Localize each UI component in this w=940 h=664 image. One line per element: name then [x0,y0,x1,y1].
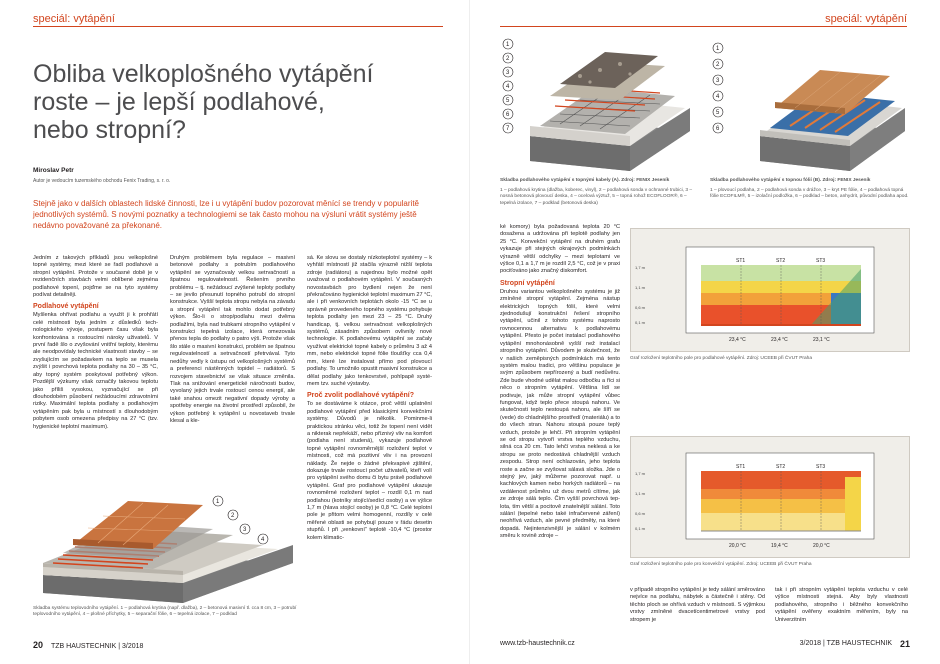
article-title [33,60,413,144]
temperature-value: 23,4 °C [771,337,788,343]
heating-cable-illustration [500,36,695,174]
chart2-caption: Graf rozložení teplotního pole pro konvekční vytápění. Zdroj: UCEEB při ČVUT Praha [630,562,812,567]
svg-text:4: 4 [506,84,510,90]
right-column-2 [630,587,765,624]
temperature-value: 20,0 °C [729,543,746,549]
svg-text:4: 4 [716,94,720,100]
chart1-caption: Graf rozložení teplotního pole pro podlahové vytápění. Zdroj: UCEEB při ČVUT Praha [630,356,813,361]
sensor-label: ST3 [816,464,826,470]
right-column-1 [500,224,620,541]
hydronic-floor-illustration [33,483,298,605]
body-paragraph: Myšlenka ohřívat podlahu a využít ji k prohřátí celé místnosti byla jedním z důsledků technologického vývoje, postupem času však byla konfrontována s rostoucími nároky uživatelů. V první řadě šlo o zvyšování vnitřní teploty, kterému ale neodpovídaly technické vlastnosti stavby – se zvyšujícím se požadavkem na teplo se musela zvýšit i povrchová teplota podlahy na 30 – 35 °C, aby topný systém poskytoval potřebný výkon. Pozdější výzkumy však označily takovou teplotu jako příliš vysokou, vyznačující se při dlouhodobém působení nežádoucími zdravotními riziky. Maximální teplota podlahy s podlahovým vytápěním pak byla u místností s dlouhodobým pobytem osob omezena předpisy na 27 °C (tzv. hygienické teplotní maximum). [33,312,158,430]
right-page [470,0,940,664]
footer-publication: 3/2018 | TZB HAUSTECHNIK [799,640,892,647]
body-paragraph: sá. Ke slovu se dostaly nízkoteplotní systémy – k vyhřátí místností již stačila výrazně nižší teplota zdroje (radiátoru) a najednou bylo možné opět uvažovat o podlahovém vytápění. V současných novostavbách pro bydlení nejen že není překračováno hygienické teplotní maximum 27 °C, ale i při venkovních teplotách okolo -15 °C se u správně provedeného topného systému pohybuje teplota podlahy jen mezi 23 – 25 °C. Druhý handicap, tj. velkou setrvačnost velkoplošných systémů, zásadním způsobem ovlivnily nové technologie. K podlahovému vytápění se začaly využívat elektrické topné kabely o průměru 3 až 4 mm, nebo elektrické topné fólie tloušťky cca 0,4 mm, které lze instalovat přímo pod plovoucí podlahy. To umožnilo opustit masivní konstrukce a dělat podlahy jako tenkovrstvé, pohlpapě systémem tzv. suché výstavby. [307,255,432,387]
svg-text:6: 6 [506,112,510,118]
svg-text:0,6 m: 0,6 m [635,511,646,516]
convection-heating-temperature-chart [630,436,910,558]
svg-text:1,7 m: 1,7 m [635,265,646,270]
author-role: Autor je vedoucím tuzemského obchodu Fenix Trading, s. r. o. [33,178,171,184]
title-line-2: roste – je lepší podlahové, [33,88,325,116]
section-rubric: speciál: vytápění [33,13,115,25]
body-paragraph: To se dostáváme k otázce, proč větší uplatnění podlahové vytápění před klasickými konvekčními systémy. Důvodů je několik. Pominme-li praktickou stránku věci, totiž že topení není vidět a nikterak nepřekáží, nebo příznivý vliv na komfort (podlaha není studená), vykazuje podlahové topné vytápění rovnoměrnější rozložení teplot v místnosti, což má pozitivní vliv i na provozní náklady. Že nejde o žádné překvapivé zjištění, dokazuje trvale rostoucí počet uživatelů, kteří volí pro vytápění svého domu či bytu právě podlahové vytápění. Graf pro podlahové vytápění ukazuje rovnoměrné rozložení teplot – rozdíl 0,1 m nad podlahou (kotníky stojící/sedící osoby) a ve výšce 1,7 m (hlava stojící osoby) je 0,8 °C. Celé teplotní pole je přitom velmi homogenní, rozdíly v celé měřené oblasti se pohybují pouze v řádu desetin stupňů. I při „venkovní“ teplotě -10,4 °C (prostor kolem klimatic- [307,401,432,541]
header-rule [33,26,443,27]
temperature-value: 23,1 °C [813,337,830,343]
figure-a-caption: Skladba podlahového vytápění s topnými kabely (A). Zdroj: FENIX Jeseník [500,178,670,183]
author-name: Miroslav Petr [33,167,74,174]
svg-text:5: 5 [716,110,720,116]
sensor-label: ST1 [736,258,746,264]
body-paragraph: Druhou variantou velkoplošného systému je již zmíněné stropní vytápění. Zejména nástup elektrických topných fólií, které velmi zjednodušují konstrukční řešení stropního vytápění, učinil z tohoto systému naprosto rovnocennou alternativu k podlahovému vytápění. Přesto je počet instalací podlahového vytápění mnohonásobně vyšší než instalací stropního vytápění. Důvodem je skutečnost, že v našich zeměpisných podmínkách má tento systém malou tradici, pro většinu populace je svým způsobem nepřírozený a budí nedůvěru. Zde bude vhodné udělat malou odbočku a říci si něco o stropním vytápění. Většina lidí se podivuje, jak může stropní vytápění vůbec fungovat, když teplo přece stoupá nahoru. Ve skutečnosti teplo nestoupá nahoru, ale šíří se (vede) do chladnějšího prostředí (materiálu) a to do všech stran. Nahoru stoupá pouze teplý vzduch, protože je lehčí. Při stropním vytápění se od stropu vytvoří vrstva teplého vzduchu, silná cca 20 cm. Tato lehčí vrstva neklesá a ke stropu se proto nedostává chladnější vzduch zespodu. Strop není ochlazován, jeho teplota roste a začne se zvyšovat sálavá složka. Jde o stejný jev, jaký můžeme pozorovat např. u kachlových kamen nebo horkých radiátorů – na vzdálenost průměru už dvou metrů cítíme, jak ze zdroje sálá teplo. Čím vyšší povrchová teplota, tím větší a pocitově znatelnější sálání. Toto sálání (tepelné nebo také infračervené záření) neohřívá vzduch, ale pevné předměty, na které dopadá. Nejintenzivnější je sálání v kolmém směru k rovině zdroje – [500,288,620,540]
footer-url[interactable]: www.tzb-haustechnik.cz [500,640,575,647]
svg-text:1,7 m: 1,7 m [635,471,646,476]
heating-foil-illustration [710,36,910,174]
title-line-1: Obliba velkoplošného vytápění [33,60,374,88]
svg-text:2: 2 [231,513,235,519]
svg-text:2: 2 [716,62,720,68]
figure-a-legend: 1 – podlahová krytina (dlažba, koberec, vinyl), 2 – podlahová sonda v ochranné trubici, 3 – nosná betonová plovoucí deska, 4 – ocelová výztuž, 5 – topná rohož ECOFLOOR®, 6 – tepelná izolace, 7 – podklad (betonová deska) [500,188,692,206]
body-paragraph: ké komory) byla požadovaná teplota 20 °C dosažena a udržována při teplotě podlahy jen 25 °C. Konvekční vytápění na druhém grafu vykazuje při stejných okrajových podmínkách výrazně větší odchylky – mezi teplotami ve výšce 0,1 a 1,7 m je rozdíl 2,5 °C, což je v praxi pociťováno jako značný diskomfort. [500,224,620,275]
figure-caption: Skladba systému teplovodního vytápění. 1 – podlahová krytina (např. dlažba), 2 – betonová masivní tl. cca 8 cm, 3 – potrubí teplovodního vytápění, 4 – plošné příchytky, 5 – separační fólie, 6 – tepelná izolace, 7 – podklad [33,606,297,618]
figure-b-caption: Skladba podlahového vytápění s topnou fólií (B). Zdroj: FENIX Jeseník [710,178,871,183]
svg-text:1,1 m: 1,1 m [635,285,646,290]
svg-text:1: 1 [506,42,510,48]
sensor-label: ST3 [816,258,826,264]
body-paragraph: v případě stropního vytápění je tedy sálání směrováno nejvíce na podlahu, nábytek a částečně i stěny. Od těchto ploch se ohřívá vzduch v místnosti. S výjimkou vrstvy zmíněné dvacetícentimetrové vrstvy pod stropem je [630,587,765,623]
svg-text:3: 3 [243,527,247,533]
svg-text:1,1 m: 1,1 m [635,491,646,496]
left-footer [33,640,143,650]
heading-floor-heating: Podlahové vytápění [33,303,99,311]
svg-text:4: 4 [261,537,265,543]
right-column-3 [775,587,908,624]
footer-publication: TZB HAUSTECHNIK | 3/2018 [50,643,144,650]
sensor-label: ST2 [776,258,786,264]
svg-text:3: 3 [716,78,720,84]
intro-paragraph: Jedním z takových příkladů jsou velkoplošné topné systémy, mezi které se řadí podlahové a stropní vytápění. Protože v současné době je v rezidenčních stavbách velmi oblíbené zejména podlahové topení, pojďme se na tyto systémy podívat detailněji. [33,255,158,299]
sensor-label: ST1 [736,464,746,470]
svg-text:6: 6 [716,126,720,132]
temperature-value: 19,4 °C [771,543,788,549]
title-line-3: nebo stropní? [33,116,186,144]
left-column-3 [307,255,432,635]
header-rule [500,26,907,27]
temperature-value: 20,0 °C [813,543,830,549]
svg-text:5: 5 [506,98,510,104]
svg-text:0,6 m: 0,6 m [635,305,646,310]
lead-paragraph: Stejně jako v dalších oblastech lidské činnosti, lze i u vytápění budov pozorovat měnící se trendy v popularitě jednotlivých systémů. S novými poznatky a technologiemi se tak často mohou na výsluní vrátit systémy ještě nedávno považované za překonané. [33,199,419,230]
heading-why-floor: Proč zvolit podlahové vytápění? [307,392,414,400]
section-rubric: speciál: vytápění [825,13,907,25]
svg-text:2: 2 [506,56,510,62]
body-paragraph: tak i při stropním vytápění teplota vzduchu v celé výšce místnosti stejná. Aby byly vlastnosti podlahového, stropního i běžného konvekčního vytápění ověřeny exaktním měřením, byly na Univerzitním [775,587,908,623]
page-number: 20 [33,640,44,650]
sensor-label: ST2 [776,464,786,470]
floor-heating-temperature-chart [630,228,910,352]
left-column-1 [33,255,158,431]
body-paragraph: Druhým problémem byla regulace – masivní betonové podlahy s potrubím podlahového vytápění se vyznačovaly velkou setrvačností a špatnou regulovatelností. Řešením prvního problému – tj. nežádoucí zvýšené teploty podlahy – se jevilo přesunutí topného potrubí do stropní konstrukce. Vyšší teplota stropu nebyla na závadu a stropní vytápění tak mohlo dodat potřebný výkon. Šlo-li o strop/podlahu mezi dvěma podlažími, byla nad trubkami stropního vytápění v konstrukci tepelná izolace, která omezovala přenos tepla do podlahy o patro výš. Protože však šlo stále o masivní konstrukci, problém se špatnou regulovatelností a setrvačností přetrvával. Tyto nedůhy vedly k ústupu od velkoplošných systémů a preferenci nástěnných topidel – radiátorů. S rozvojem stavebnictví se však situace změnila. Tlak na snižování energetické náročnosti budov, vyvolaný jejich trvale rostoucí cenou energií, ale také snahou omezit negativní dopady výroby a spotřeby energie na životní prostředí způsobil, že výkon potřebný k vytápění u novostaveb trvale klesal a kle- [170,255,295,424]
left-column-2 [170,255,295,425]
svg-text:1: 1 [716,46,720,52]
heading-ceiling-heating: Stropní vytápění [500,279,555,287]
svg-text:0,1 m: 0,1 m [635,526,646,531]
svg-text:1: 1 [216,499,220,505]
temperature-value: 23,4 °C [729,337,746,343]
svg-text:7: 7 [506,126,510,132]
figure-b-legend: 1 – plovoucí podlaha, 2 – podlahová sonda v drážce, 3 – kryt PE fólie, 4 – podlahová topná fólie ECOFILM®, 5 – izolační podložka, 6 – podklad – beton, anhydrit, původní podlaha apod. [710,188,909,200]
svg-text:3: 3 [506,70,510,76]
page-number: 21 [899,639,910,649]
svg-text:0,1 m: 0,1 m [635,320,646,325]
